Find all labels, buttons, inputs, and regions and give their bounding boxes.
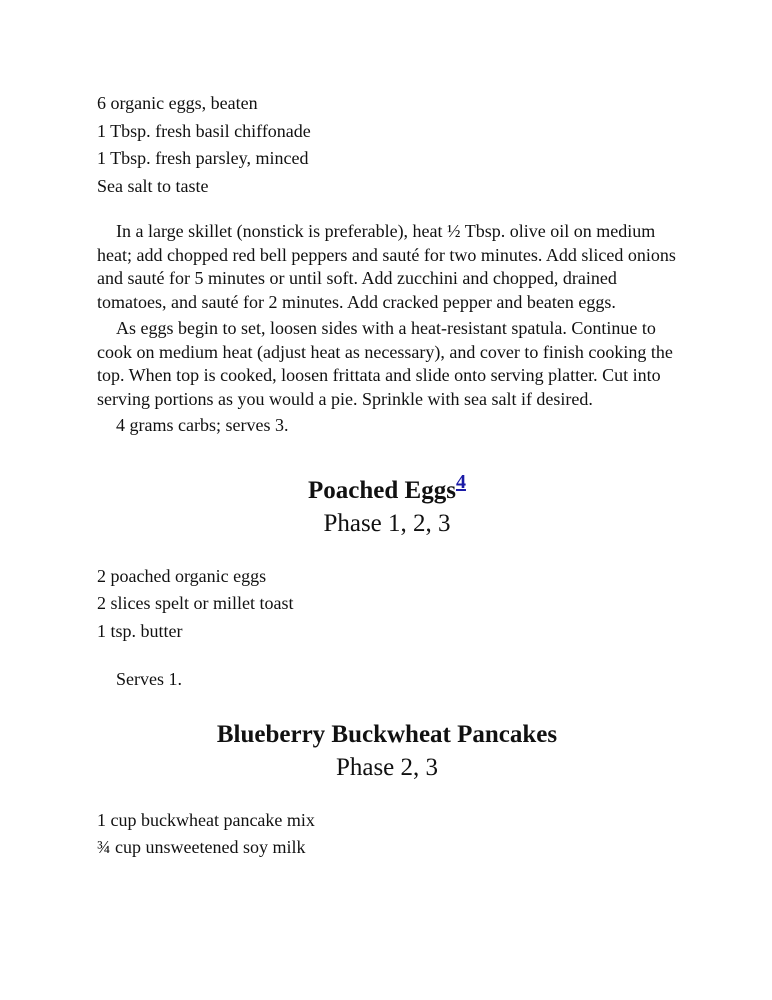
frittata-ingredient-list — [97, 90, 677, 200]
recipe-phase: Phase 2, 3 — [335, 753, 439, 781]
frittata-directions — [97, 220, 677, 438]
recipe-title: Blueberry Buckwheat Pancakes — [216, 720, 558, 748]
ingredient-item: Sea salt to taste — [97, 175, 209, 196]
ingredient-item: ¾ cup unsweetened soy milk — [97, 837, 306, 857]
serving-info: 4 grams carbs; serves 3. — [116, 415, 289, 435]
ingredient-item: 6 organic eggs, beaten — [97, 93, 258, 113]
ingredient-item: 1 Tbsp. fresh basil chiffonade — [97, 120, 311, 141]
poached-eggs-ingredient-list — [97, 563, 677, 646]
ingredient-item: 2 poached organic eggs — [97, 565, 267, 586]
recipe-heading-poached-eggs — [97, 470, 677, 540]
ingredient-item: 1 tsp. butter — [97, 620, 183, 641]
pancakes-ingredient-list — [97, 807, 677, 862]
ingredient-item: 1 cup buckwheat pancake mix — [97, 809, 315, 830]
direction-paragraph: As eggs begin to set, loosen sides with a heat-resistant spatula. Continue to cook on medium heat (adjust heat as necessary), and cover to finish cooking the top. When top is cooked, loosen frittata and slide onto serving platter. Cut into serving portions as you would a pie. Sprinkle with sea salt if desired. — [97, 318, 673, 409]
ingredient-item: 2 slices spelt or millet toast — [97, 593, 294, 613]
direction-paragraph: In a large skillet (nonstick is preferable), heat ½ Tbsp. olive oil on medium heat; add chopped red bell peppers and sauté for two minutes. Add sliced onions and sauté for 5 minutes or until soft. Add zucchini and chopped, drained tomatoes, and sauté for 2 minutes. Add cracked pepper and beaten eggs. — [97, 221, 676, 312]
recipe-phase: Phase 1, 2, 3 — [323, 509, 451, 537]
recipe-heading-pancakes — [97, 718, 677, 784]
ingredient-item: 1 Tbsp. fresh parsley, minced — [97, 148, 309, 168]
recipe-page — [97, 90, 677, 862]
recipe-title: Poached Eggs$^4$ — [308, 470, 466, 504]
serving-info: Serves 1. — [116, 669, 182, 689]
footnote-link[interactable]: 4 — [455, 470, 466, 493]
